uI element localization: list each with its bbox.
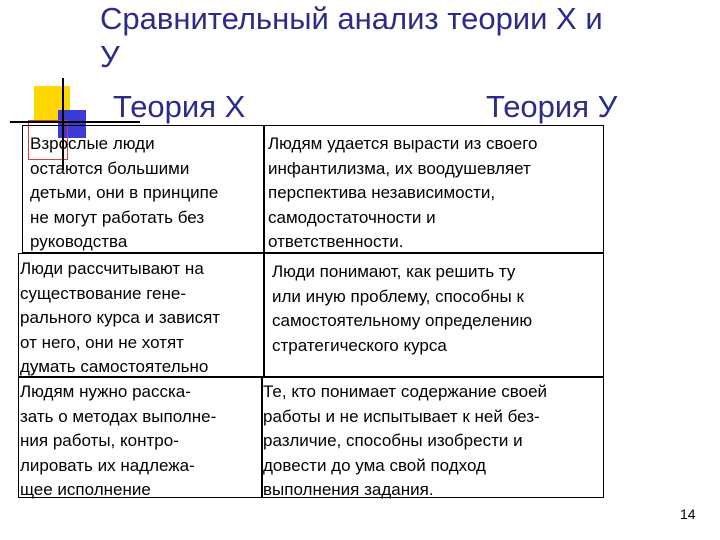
slide-title: Сравнительный анализ теории Х и У [100, 1, 603, 74]
page-number: 14 [680, 506, 696, 522]
cell-theory-y: Люди понимают, как решить ту или иную проблему, способны к самостоятельному определению стратегического курса [272, 262, 533, 355]
cell-theory-x: Взрослые люди остаются большими детьми, они в принципе не могут работать без руководства [30, 134, 219, 251]
cell-theory-y: Те, кто понимает содержание своей работы и не испытывает к ней без- различие, способны изобрести и довести до ума свой подход выполнения задания. [263, 382, 548, 499]
column-header-theory-x: Теория Х [113, 89, 246, 124]
column-divider [263, 254, 265, 376]
cell-theory-x: Люди рассчитывают на существование гене- рального курса и зависят от него, они не хотят думать самостоятельно [20, 259, 221, 376]
column-header-theory-y: Теория У [486, 89, 618, 124]
column-divider [263, 126, 265, 252]
cell-theory-x: Людям нужно расска- зать о методах выполне- ния работы, контро- лировать их надлежа- щее исполнение [20, 382, 217, 499]
cell-theory-y: Людям удается вырасти из своего инфантилизма, их воодушевляет перспектива независимости, самодостаточности и ответственности. [268, 134, 538, 251]
